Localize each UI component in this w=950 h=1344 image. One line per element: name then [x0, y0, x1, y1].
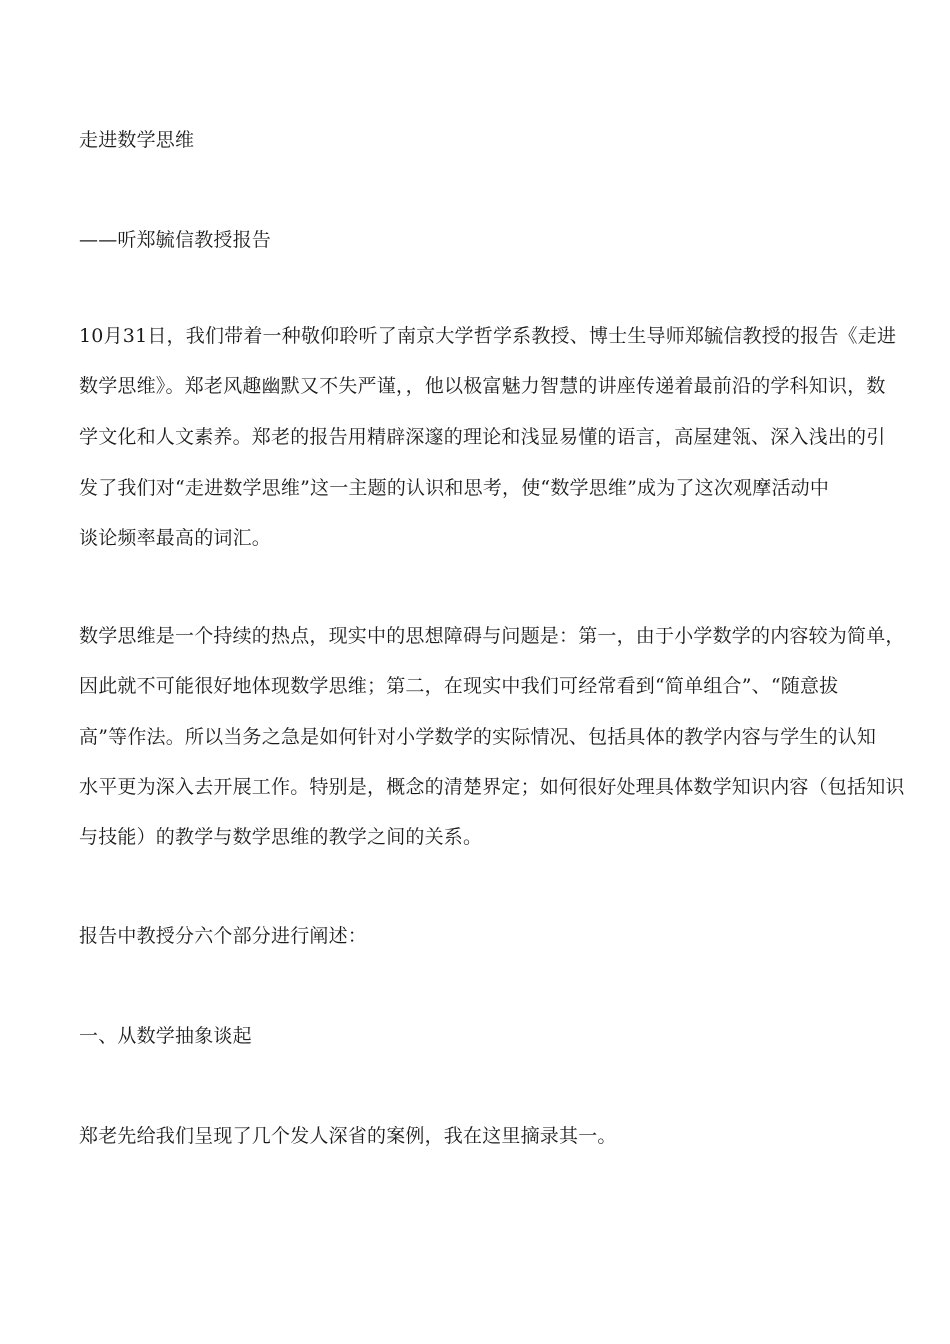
- document-subtitle: ——听郑毓信教授报告: [79, 229, 272, 251]
- paragraph-line: 10月31日，我们带着一种敬仰聆听了南京大学哲学系教授、博士生导师郑毓信教授的报告《走进: [79, 325, 897, 347]
- paragraph-line: 与技能）的教学与数学思维的教学之间的关系。: [79, 826, 483, 848]
- paragraph-line: 报告中教授分六个部分进行阐述：: [79, 925, 368, 947]
- section-heading: 一、从数学抽象谈起: [79, 1025, 252, 1047]
- paragraph-line: 数学思维》。郑老风趣幽默又不失严谨，，他以极富魅力智慧的讲座传递着最前沿的学科知识，数: [79, 375, 886, 397]
- document-title: 走进数学思维: [79, 129, 195, 151]
- paragraph-line: 发了我们对“走进数学思维”这一主题的认识和思考，使“数学思维”成为了这次观摩活动中: [79, 477, 830, 499]
- paragraph-line: 水平更为深入去开展工作。特别是，概念的清楚界定；如何很好处理具体数学知识内容（包括知识: [79, 776, 905, 798]
- paragraph-line: 因此就不可能很好地体现数学思维；第二，在现实中我们可经常看到“简单组合”、“随意拔: [79, 675, 839, 697]
- paragraph-line: 郑老先给我们呈现了几个发人深省的案例，我在这里摘录其一。: [79, 1125, 617, 1147]
- paragraph-line: 高”等作法。所以当务之急是如何针对小学数学的实际情况、包括具体的教学内容与学生的认知: [79, 726, 877, 748]
- paragraph-line: 数学思维是一个持续的热点，现实中的思想障碍与问题是：第一，由于小学数学的内容较为简单，: [79, 625, 905, 647]
- paragraph-line: 学文化和人文素养。郑老的报告用精辟深邃的理论和浅显易懂的语言，高屋建瓴、深入浅出的引: [79, 426, 886, 448]
- paragraph-line: 谈论频率最高的词汇。: [79, 527, 272, 549]
